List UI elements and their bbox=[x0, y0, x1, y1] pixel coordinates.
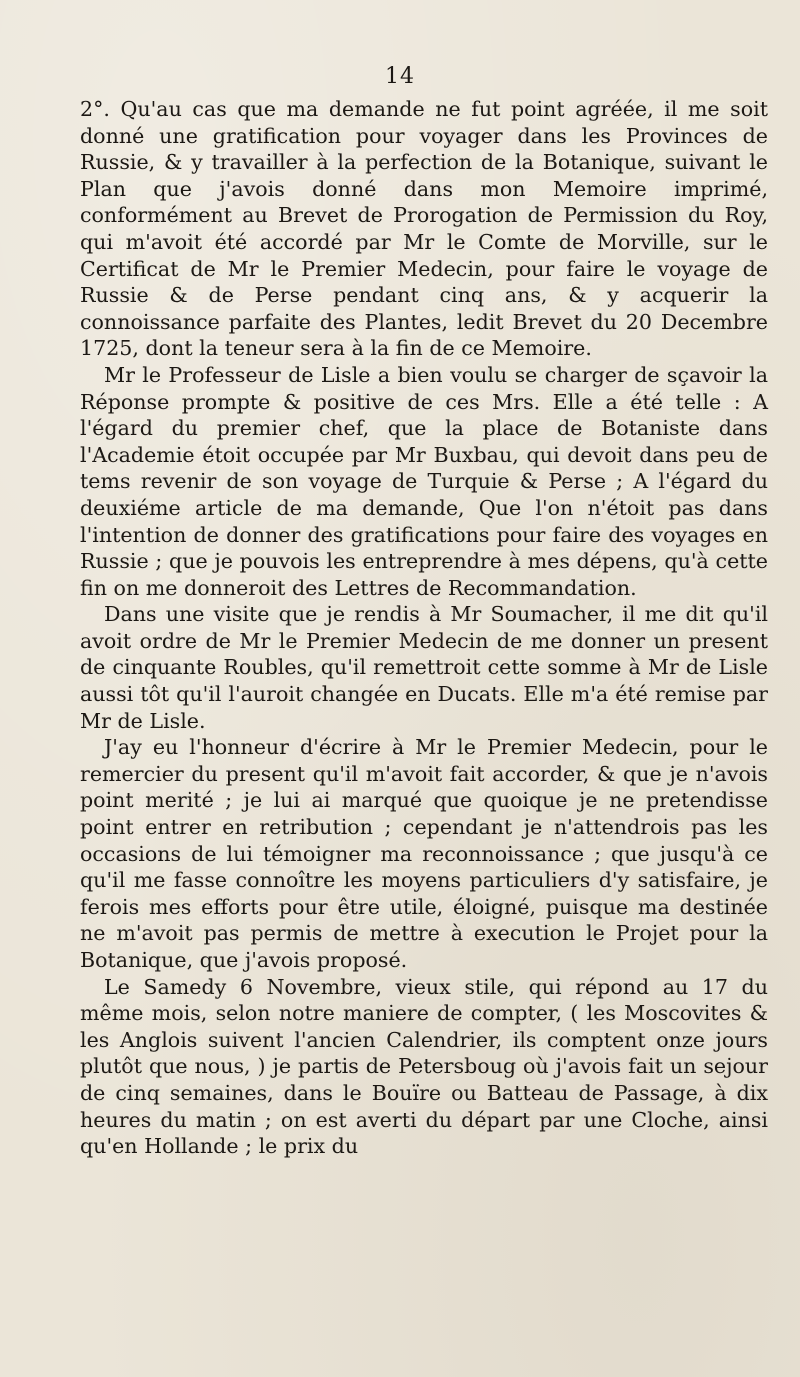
paragraph-1: 2°. Qu'au cas que ma demande ne fut point agréée, il me soit donné une gratification pour voyager dans les Provinces de Russie, & y travailler à la perfection de la Botanique, suivant le Plan que j'avois donné dans mon Memoire imprimé, conformément au Brevet de Prorogation de Permission du Roy, qui m'avoit été accordé par Mr le Comte de Morville, sur le Certificat de Mr le Premier Medecin, pour faire le voyage de Russie & de Perse pendant cinq ans, & y acquerir la connoissance parfaite des Plantes, ledit Brevet du 20 Decembre 1725, dont la teneur sera à la fin de ce Memoire. bbox=[80, 97, 768, 361]
paragraph-2: Mr le Professeur de Lisle a bien voulu se charger de sçavoir la Réponse prompte & positive de ces Mrs. Elle a été telle : A l'égard du premier chef, que la place de Botaniste dans l'Academie étoit occupée par Mr Buxbau, qui devoit dans peu de tems revenir de son voyage de Turquie & Perse ; A l'égard du deuxiéme article de ma demande, Que l'on n'étoit pas dans l'intention de donner des gratifications pour faire des voyages en Russie ; que je pouvois les entreprendre à mes dépens, qu'à cette fin on me donneroit des Lettres de Recommandation. bbox=[80, 362, 768, 600]
page-number: 14 bbox=[385, 64, 415, 89]
paragraph-5: Le Samedy 6 Novembre, vieux stile, qui répond au 17 du même mois, selon notre maniere de compter, ( les Moscovites & les Anglois suivent l'ancien Calendrier, ils comptent onze jours plutôt que nous, ) je partis de Petersboug où j'avois fait un sejour de cinq semaines, dans le Bouïre ou Batteau de Passage, à dix heures du matin ; on est averti du départ par une Cloche, ainsi qu'en Hollande ; le prix du bbox=[80, 974, 768, 1159]
body-text bbox=[80, 96, 768, 1160]
paragraph-3: Dans une visite que je rendis à Mr Soumacher, il me dit qu'il avoit ordre de Mr le Premier Medecin de me donner un present de cinquante Roubles, qu'il remettroit cette somme à Mr de Lisle aussi tôt qu'il l'auroit changée en Ducats. Elle m'a été remise par Mr de Lisle. bbox=[80, 602, 768, 733]
paragraph-4: J'ay eu l'honneur d'écrire à Mr le Premier Medecin, pour le remercier du present qu'il m'avoit fait accorder, & que je n'avois point merité ; je lui ai marqué que quoique je ne pretendisse point entrer en retribution ; cependant je n'attendrois pas les occasions de lui témoigner ma reconnoissance ; que jusqu'à ce qu'il me fasse connoître les moyens particuliers d'y satisfaire, je ferois mes efforts pour être utile, éloigné, puisque ma destinée ne m'avoit pas permis de mettre à execution le Projet pour la Botanique, que j'avois proposé. bbox=[80, 735, 768, 972]
